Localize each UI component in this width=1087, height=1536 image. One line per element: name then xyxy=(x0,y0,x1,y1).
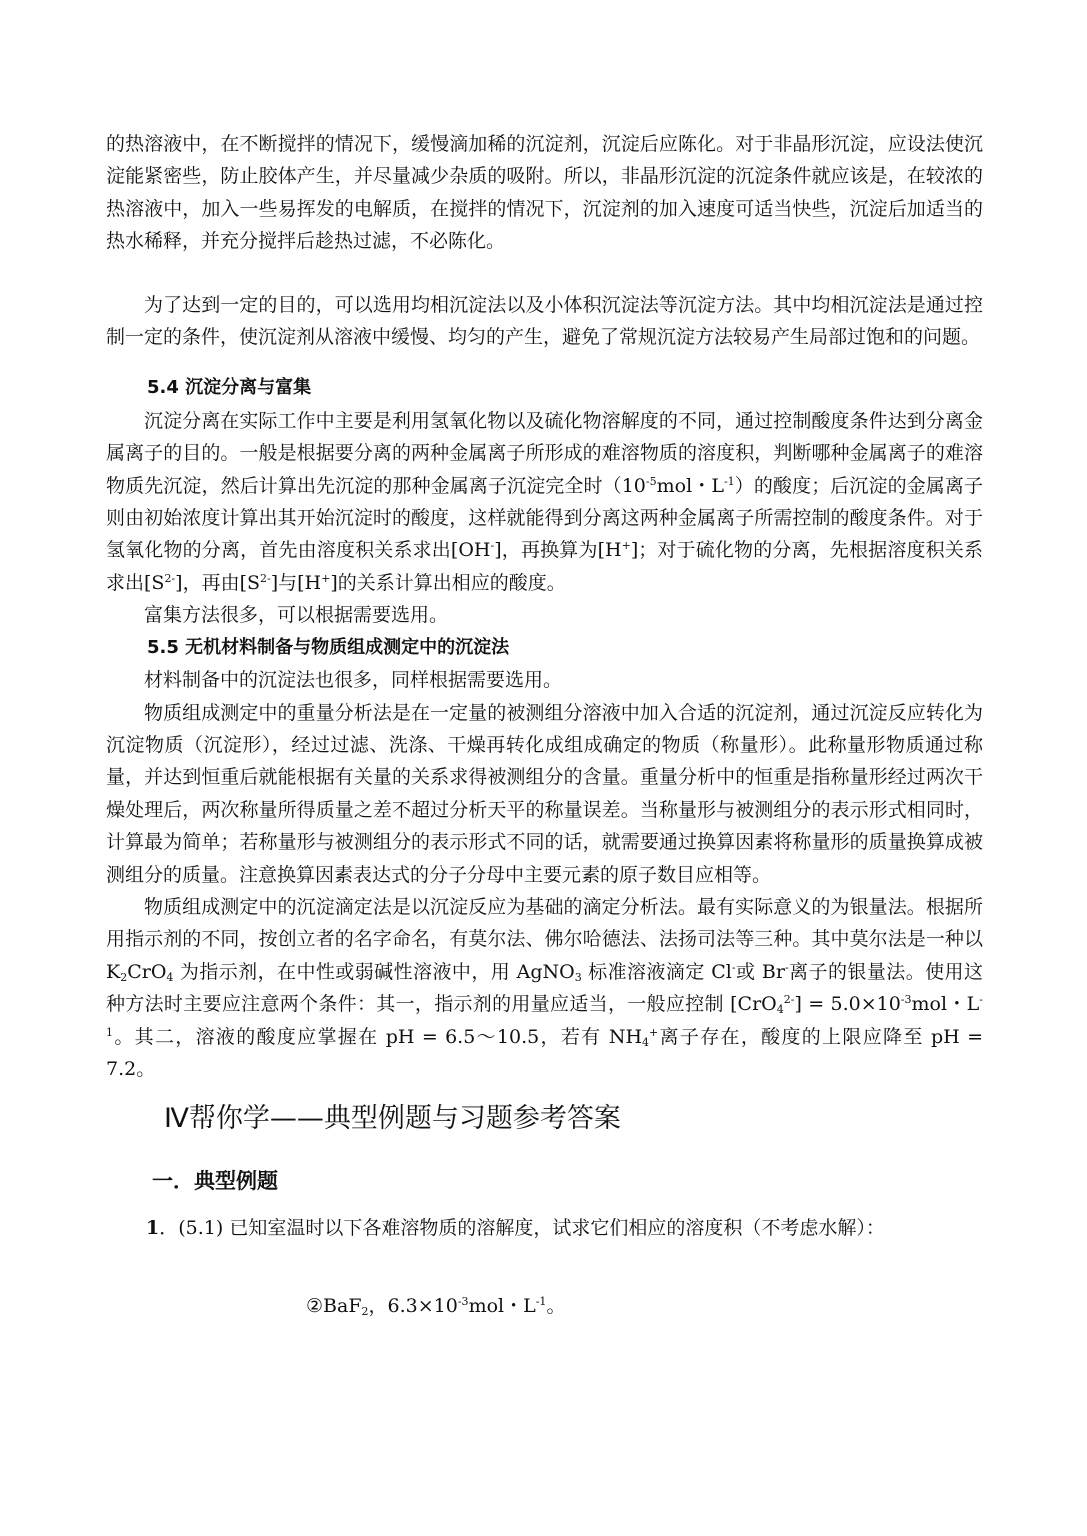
paragraph-enrichment: 富集方法很多，可以根据需要选用。 xyxy=(144,604,449,627)
paragraph-crystal-conditions: 的热溶液中，在不断搅拌的情况下，缓慢滴加稀的沉淀剂，沉淀后应陈化。对于非晶形沉淀，应设法使沉淀能紧密些，防止胶体产生，并尽量减少杂质的吸附。所以，非晶形沉淀的沉淀条件就应该是，在较浓的热溶液中，加入一些易挥发的电解质，在搅拌的情况下，沉淀剂的加入速度可适当快些，沉淀后加适当的热水稀释，并充分搅拌后趁热过滤，不必陈化。 xyxy=(106,133,983,253)
part-heading-iv: Ⅳ帮你学——典型例题与习题参考答案 xyxy=(164,1103,621,1135)
subheading-typical-examples: 一．典型例题 xyxy=(152,1169,278,1194)
question-text: ．(5.1) 已知室温时以下各难溶物质的溶解度，试求它们相应的溶度积（不考虑水解）： xyxy=(159,1217,885,1240)
question-1-item-2: ②BaF$_2$，$6.3\times 10^{-3}mol$・$L^{-1}$。 xyxy=(306,1295,566,1319)
paragraph-precipitation-separation: 沉淀分离在实际工作中主要是利用氢氧化物以及硫化物溶解度的不同，通过控制酸度条件达到分离金属离子的目的。一般是根据要分离的两种金属离子所形成的难溶物质的溶度积，判断哪种金属离子的难溶物质先沉淀，然后计算出先沉淀的那种金属离子沉淀完全时（$10^{-5}mol$・$L^{-1}$）的酸度；后沉淀的金属离子则由初始浓度计算出其开始沉淀时的酸度，这样就能得到分离这两种金属离子所需控制的酸度条件。对于氢氧化物的分离，首先由溶度积关系求出[OH-]，再换算为[H+]；对于硫化物的分离，先根据溶度积关系求出$[S^{2-}]$，再由$[S^{2-}]$与[H+]的关系计算出相应的酸度。 xyxy=(106,409,983,594)
paragraph-material-preparation: 材料制备中的沉淀法也很多，同样根据需要选用。 xyxy=(144,669,563,692)
question-number: 1 xyxy=(146,1217,160,1240)
question-1 xyxy=(146,1211,983,1245)
section-heading-5-4: 5.4 沉淀分离与富集 xyxy=(147,377,312,399)
paragraph-precipitation-titration: 物质组成测定中的沉淀滴定法是以沉淀反应为基础的滴定分析法。最有实际意义的为银量法。根据所用指示剂的不同，按创立者的名字命名，有莫尔法、佛尔哈德法、法扬司法等三种。其中莫尔法是一种以 $K_2CrO_4$ 为指示剂，在中性或弱碱性溶液中，用 AgNO$_3$ 标准溶液滴定 Cl-或 Br-离子的银量法。使用这种方法时主要应注意两个条件：其一，指示剂的用量应适当，一般应控制 $[CrO_4^{2-}] = 5.0\times 10^{-3}mol$・$L^{-1}$。其二，溶液的酸度应掌握在 pH = 6.5～10.5，若有 $NH_4^+$离子存在，酸度的上限应降至 pH = 7.2。 xyxy=(106,895,984,1080)
paragraph-homogeneous-precipitation: 为了达到一定的目的，可以选用均相沉淀法以及小体积沉淀法等沉淀方法。其中均相沉淀法是通过控制一定的条件，使沉淀剂从溶液中缓慢、均匀的产生，避免了常规沉淀方法较易产生局部过饱和的问题。 xyxy=(106,293,983,349)
section-heading-5-5: 5.5 无机材料制备与物质组成测定中的沉淀法 xyxy=(147,636,510,658)
paragraph-gravimetric-analysis: 物质组成测定中的重量分析法是在一定量的被测组分溶液中加入合适的沉淀剂，通过沉淀反应转化为沉淀物质（沉淀形），经过过滤、洗涤、干燥再转化成组成确定的物质（称量形）。此称量形物质通过称量，并达到恒重后就能根据有关量的关系求得被测组分的含量。重量分析中的恒重是指称量形经过两次干燥处理后，两次称量所得质量之差不超过分析天平的称量误差。当称量形与被测组分的表示形式相同时，计算最为简单；若称量形与被测组分的表示形式不同的话，就需要通过换算因素将称量形的质量换算成被测组分的质量。注意换算因素表达式的分子分母中主要元素的原子数目应相等。 xyxy=(106,701,983,886)
